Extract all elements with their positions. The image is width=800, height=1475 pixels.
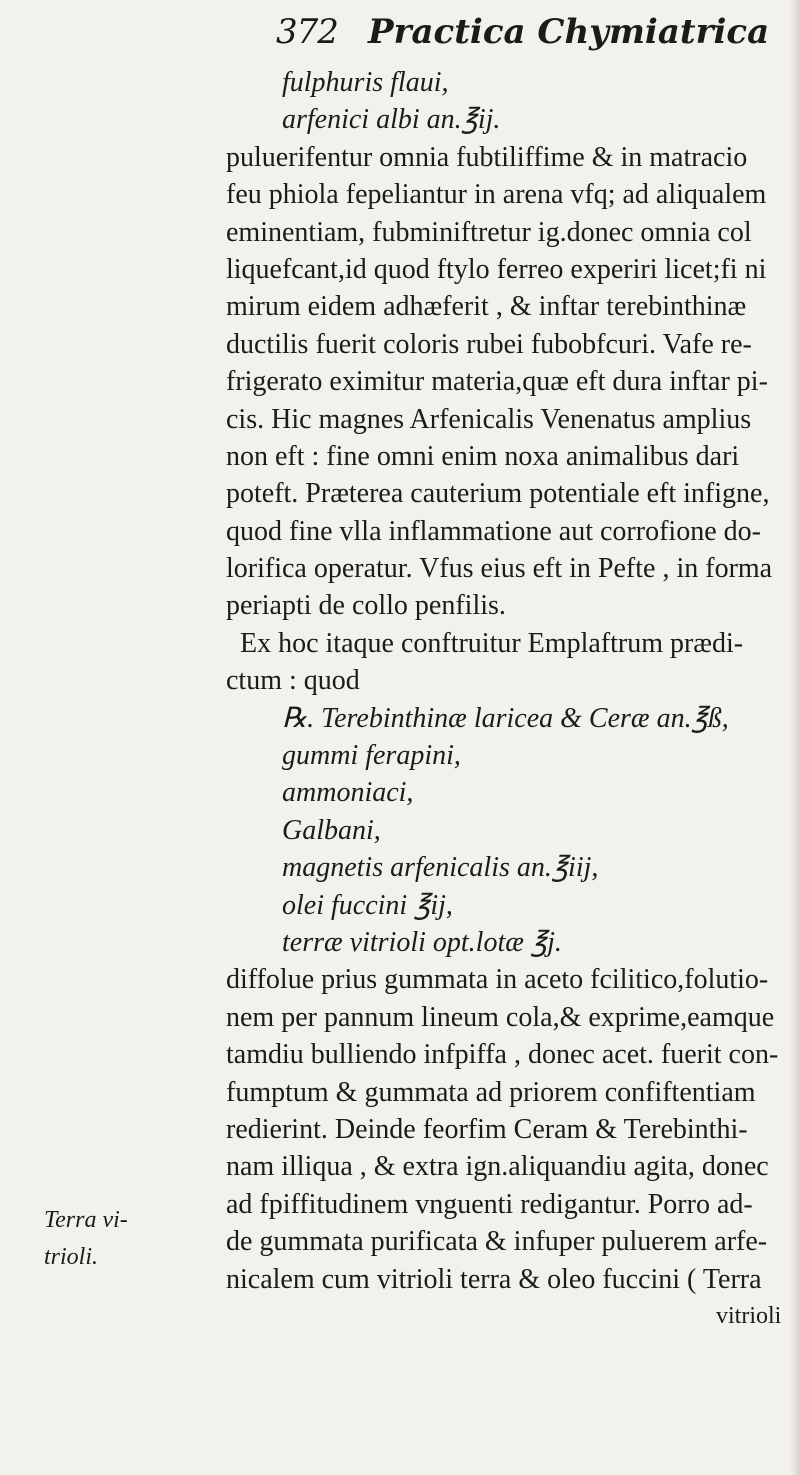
- text-line: non eft : fine omni enim noxa animalibus dari: [226, 440, 740, 472]
- text-line: feu phiola fepeliantur in arena vfq; ad aliqualem: [226, 179, 767, 211]
- text-line: ctum : quod: [226, 665, 360, 697]
- text-line: periapti de collo penfilis.: [226, 590, 506, 622]
- text-line: redierint. Deinde feorfim Ceram & Terebinthi-: [226, 1113, 748, 1145]
- text-line: arfenici albi an.℥ij.: [282, 104, 501, 136]
- margin-note: [44, 1202, 128, 1276]
- text-line: lorifica operatur. Vfus eius eft in Pefte , in forma: [226, 553, 773, 585]
- page-header: [276, 6, 770, 58]
- text-line: eminentiam, fubminiftretur ig.donec omnia col: [226, 216, 752, 248]
- text-line: nam illiqua , & extra ign.aliquandiu agita, donec: [226, 1151, 769, 1183]
- margin-note-line: Terra vi-: [44, 1207, 128, 1233]
- text-block: [226, 64, 786, 1335]
- text-line: Galbani,: [282, 814, 381, 846]
- margin-note-line: trioli.: [44, 1244, 99, 1270]
- text-line: mirum eidem adhæferit , & inftar terebinthinæ: [226, 291, 747, 323]
- text-line: ℞. Terebinthinæ laricea & Ceræ an.℥ß,: [282, 702, 729, 734]
- text-line: tamdiu bulliendo infpiffa , donec acet. fuerit con-: [226, 1039, 779, 1071]
- text-line: nem per pannum lineum cola,& exprime,eamque: [226, 1001, 775, 1033]
- text-line: quod fine vlla inflammatione aut corrofione do-: [226, 515, 761, 547]
- text-line: frigerato eximitur materia,quæ eft dura inftar pi-: [226, 366, 768, 398]
- text-line: ad fpiffitudinem vnguenti redigantur. Porro ad-: [226, 1188, 753, 1220]
- text-line: ammoniaci,: [282, 777, 414, 809]
- text-line: terræ vitrioli opt.lotæ ℥j.: [282, 926, 562, 958]
- text-line: vitrioli: [716, 1302, 782, 1329]
- running-title: Practica Chymiatrica: [368, 12, 770, 52]
- text-line: gummi ferapini,: [282, 740, 461, 772]
- text-line: poteft. Præterea cauterium potentiale eft infigne,: [226, 478, 770, 510]
- text-line: fulphuris flaui,: [282, 67, 449, 98]
- text-line: cis. Hic magnes Arfenicalis Venenatus amplius: [226, 403, 752, 435]
- page-edge-shadow: [790, 0, 800, 1475]
- text-line: diffolue prius gummata in aceto fcilitico,folutio-: [226, 964, 769, 996]
- text-line: puluerifentur omnia fubtiliffime & in matracio: [226, 141, 748, 173]
- page-number: 372: [276, 12, 338, 52]
- text-line: nicalem cum vitrioli terra & oleo fuccini ( Terra: [226, 1263, 762, 1295]
- text-line: liquefcant,id quod ftylo ferreo experiri licet;fi ni: [226, 253, 767, 285]
- text-line: fumptum & gummata ad priorem confiftentiam: [226, 1076, 756, 1108]
- text-line: magnetis arfenicalis an.℥iij,: [282, 852, 599, 884]
- text-line: ductilis fuerit coloris rubei fubobfcuri. Vafe re-: [226, 328, 752, 360]
- text-line: Ex hoc itaque conftruitur Emplaftrum prædi-: [240, 627, 744, 659]
- text-line: olei fuccini ℥ij,: [282, 889, 453, 921]
- text-line: de gummata purificata & infuper puluerem arfe-: [226, 1226, 768, 1258]
